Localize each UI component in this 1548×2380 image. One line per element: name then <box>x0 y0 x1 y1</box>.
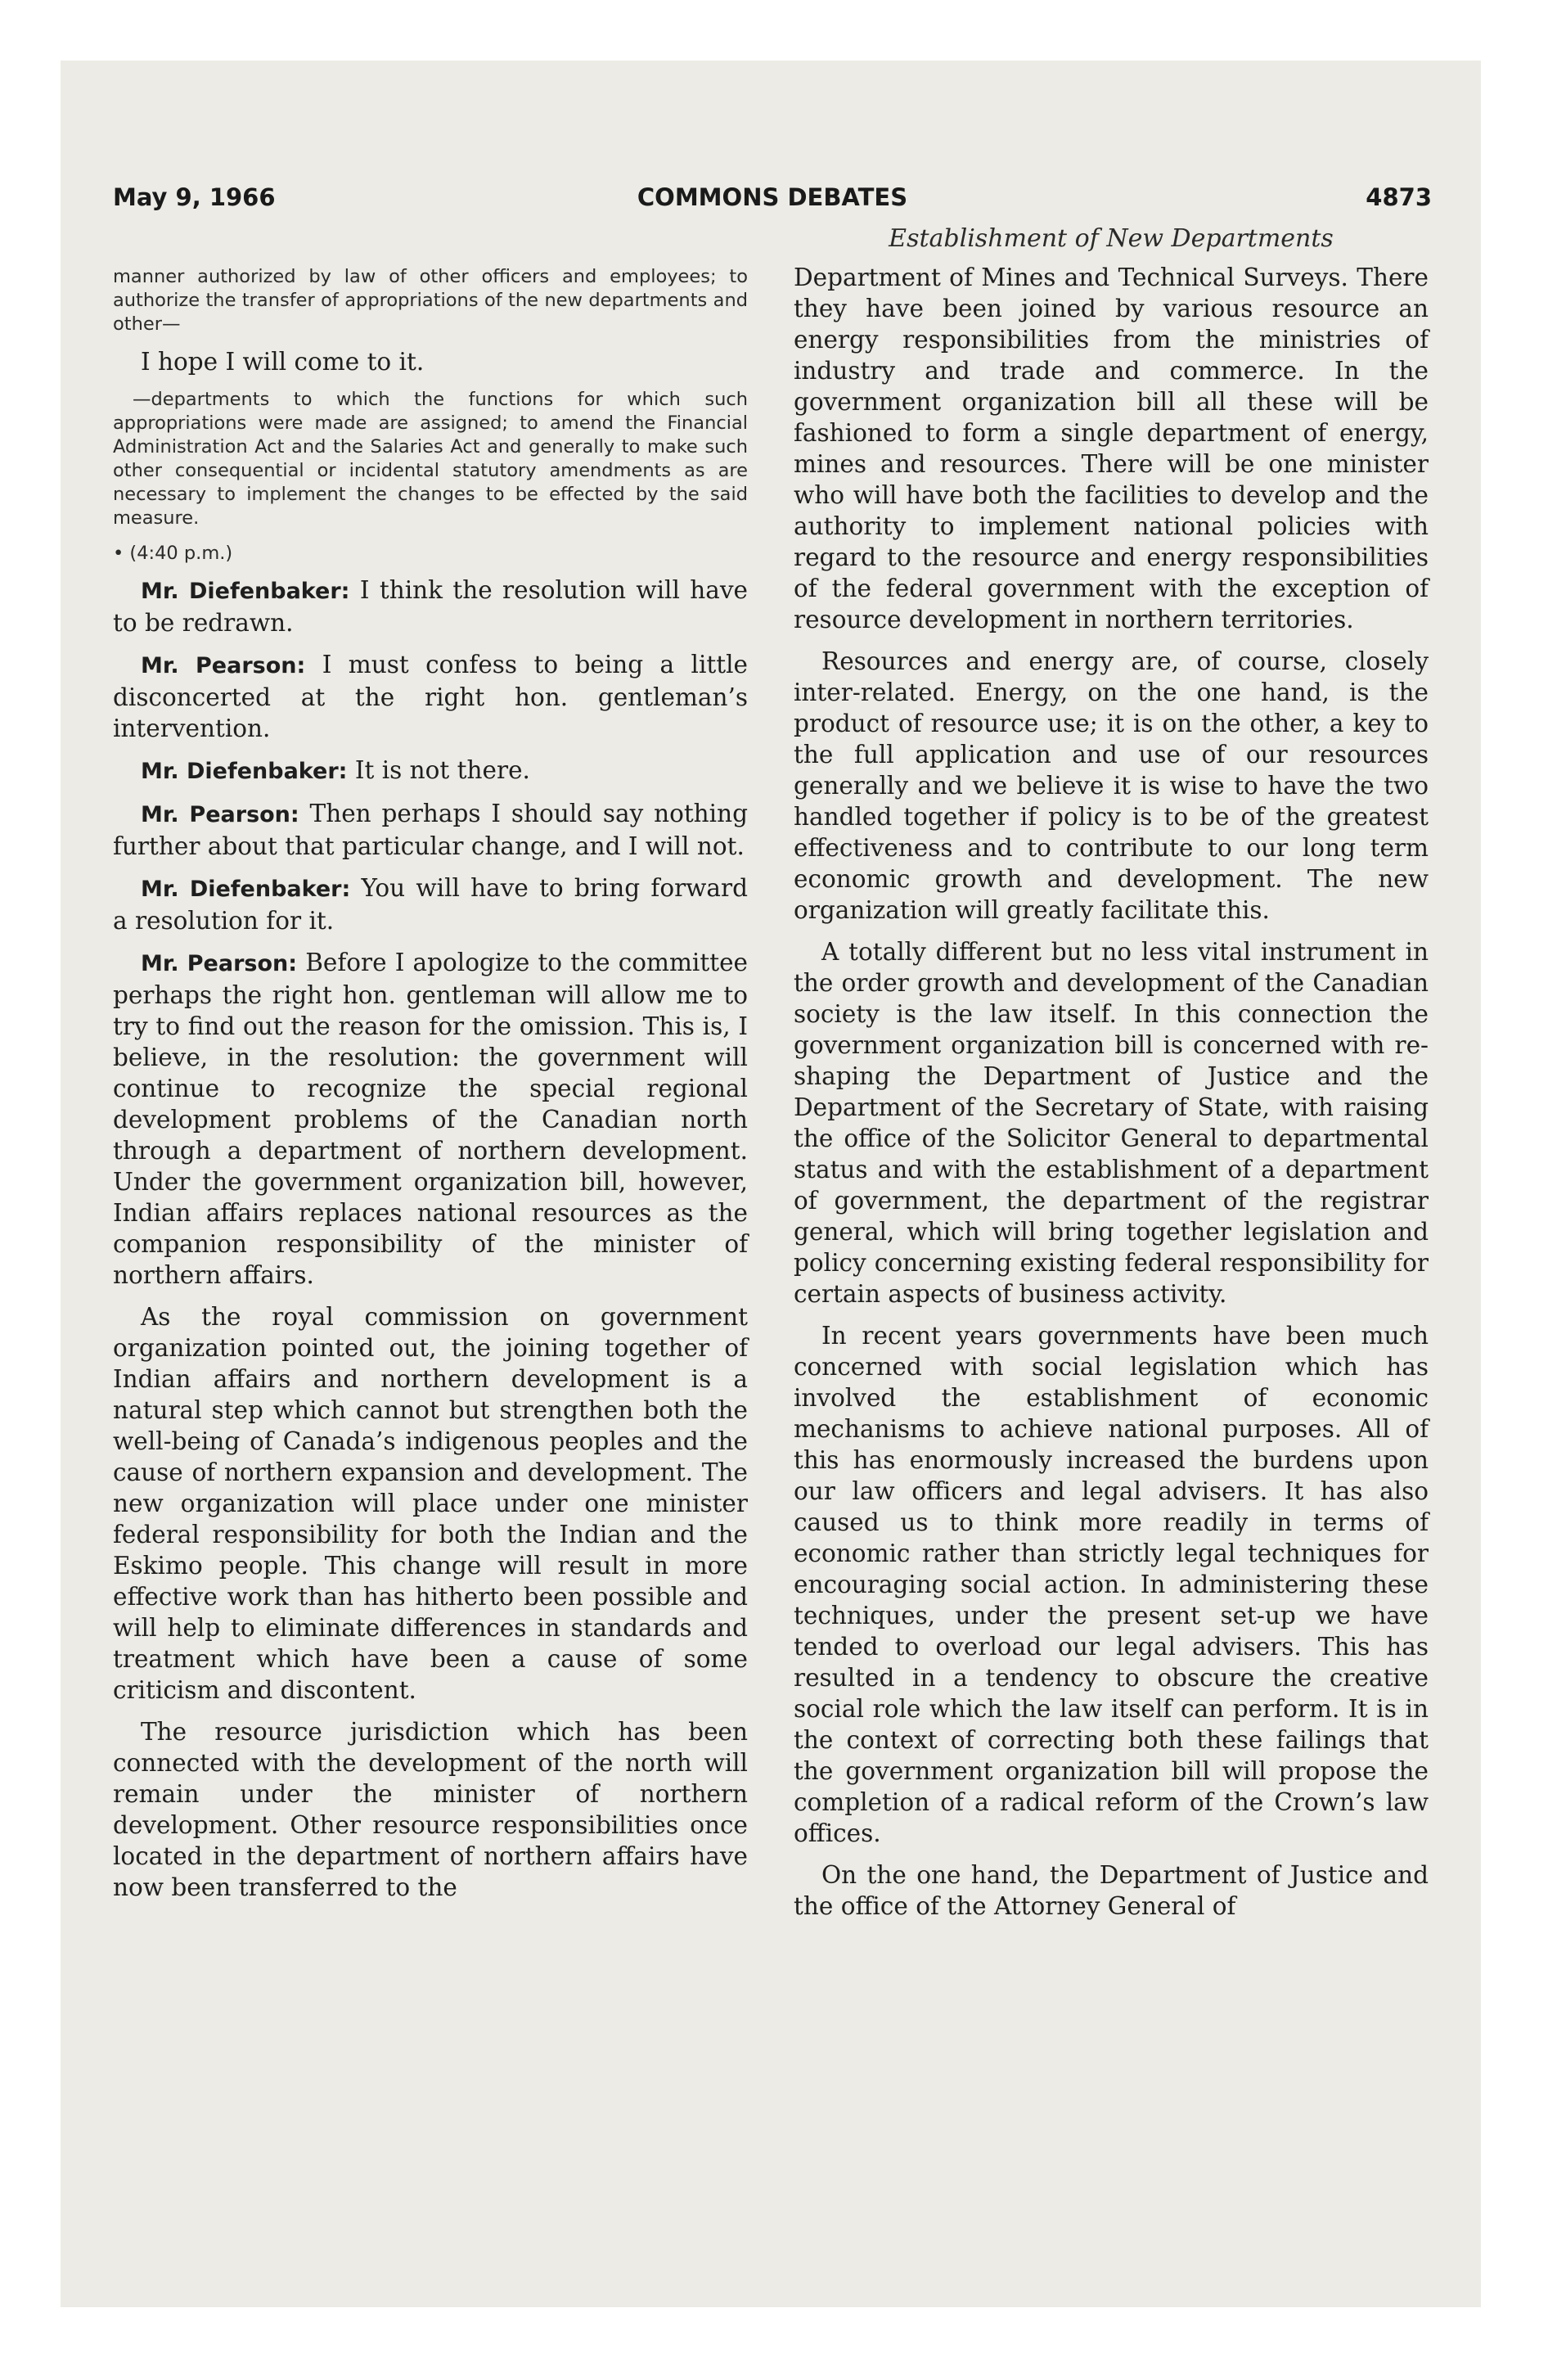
speech-text: It is not there. <box>347 756 530 784</box>
speech-text: I must confess to being a little disconcerted at the right hon. gentleman’s intervention. <box>113 651 749 742</box>
right-column <box>794 262 1429 1932</box>
speaker-aside: I hope I will come to it. <box>141 348 425 376</box>
body-paragraph: The resource jurisdiction which has been connected with the development of the north will remain under the minister of northern development. Other resource responsibilities once located in the department of northern affairs have now been transferred to the <box>113 1718 748 1901</box>
time-stamp: • (4:40 p.m.) <box>113 543 233 564</box>
header-date: May 9, 1966 <box>113 183 276 211</box>
speech-paragraph <box>113 798 748 862</box>
speech-paragraph <box>113 947 748 1291</box>
page-header <box>113 183 1432 224</box>
quoted-resolution-text: manner authorized by law of other officers and employees; to authorize the transfer of appropriations of the new departments and other— <box>113 266 748 335</box>
speech-paragraph <box>113 872 748 936</box>
body-paragraph: As the royal commission on government organization pointed out, the joining together of Indian affairs and northern development is a natural step which cannot but strengthen both the well-being of Canada’s indigenous peoples and the cause of northern expansion and development. The new organization will place under one minister federal responsibility for both the Indian and the Eskimo people. This change will result in more effective work than has hitherto been possible and will help to eliminate differences in standards and treatment which have been a cause of some criticism and discontent. <box>113 1303 748 1704</box>
running-subtitle: Establishment of New Departments <box>889 224 1334 253</box>
header-page-number: 4873 <box>1366 183 1432 211</box>
speaker-name: Mr. Pearson: <box>141 802 299 827</box>
body-paragraph: On the one hand, the Department of Justice and the office of the Attorney General of <box>794 1861 1429 1920</box>
speech-paragraph <box>113 575 748 638</box>
speech-text: I think the resolution will have to be redrawn. <box>113 576 749 637</box>
speaker-name: Mr. Pearson: <box>141 653 306 678</box>
body-paragraph: A totally different but no less vital instrument in the order growth and development of the Canadian society is the law itself. In this connection the government organization bill is concerned with re-shaping the Department of Justice and the Department of the Secretary of State, with raising the office of the Solicitor General to departmental status and with the establishment of a department of government, the department of the registrar general, which will bring together legislation and policy concerning existing federal responsibility for certain aspects of business activity. <box>794 938 1429 1308</box>
speech-text: You will have to bring forward a resolution for it. <box>113 874 749 935</box>
speaker-name: Mr. Diefenbaker: <box>141 877 351 902</box>
left-column <box>113 265 748 1913</box>
quoted-resolution-text: —departments to which the functions for which such appropriations were made are assigned; to amend the Financial Administration Act and the Salaries Act and generally to make such other consequential or incidental statutory amendments as are necessary to implement the changes to be effected by the said measure. <box>113 389 748 529</box>
speaker-name: Mr. Diefenbaker: <box>141 759 348 784</box>
speaker-name: Mr. Diefenbaker: <box>141 579 350 604</box>
speech-paragraph <box>113 755 748 787</box>
speaker-name: Mr. Pearson: <box>141 951 298 976</box>
body-paragraph: Resources and energy are, of course, closely inter-related. Energy, on the one hand, is the product of resource use; it is on the other, a key to the full application and use of our resources generally and we believe it is wise to have the two handled together if policy is to be of the greatest effectiveness and to contribute to our long term economic growth and development. The new organization will greatly facilitate this. <box>794 647 1429 924</box>
speech-text: Then perhaps I should say nothing further about that particular change, and I will not. <box>113 800 749 860</box>
body-paragraph: In recent years governments have been much concerned with social legislation which has involved the establishment of economic mechanisms to achieve national purposes. All of this has enormously increased the burdens upon our law officers and legal advisers. It has also caused us to think more readily in terms of economic rather than strictly legal techniques for encouraging social action. In administering these techniques, under the present set-up we have tended to overload our legal advisers. This has resulted in a tendency to obscure the creative social role which the law itself can perform. It is in the context of correcting both these failings that the government organization bill will propose the completion of a radical reform of the Crown’s law offices. <box>794 1322 1429 1847</box>
body-paragraph: Department of Mines and Technical Surveys. There they have been joined by various resource an energy responsibilities from the ministries of industry and trade and commerce. In the government organization bill all these will be fashioned to form a single department of energy, mines and resources. There will be one minister who will have both the facilities to develop and the authority to implement national policies with regard to the resource and energy responsibilities of the federal government with the exception of resource development in northern territories. <box>794 264 1429 633</box>
speech-paragraph <box>113 649 748 744</box>
header-publication: COMMONS DEBATES <box>637 183 908 211</box>
speech-text: Before I apologize to the committee perhaps the right hon. gentleman will allow me to try to find out the reason for the omission. This is, I believe, in the resolution: the government will continue to recognize the special regional development problems of the Canadian north through a department of northern development. Under the government organization bill, however, Indian affairs replaces national resources as the companion responsibility of the minister of northern affairs. <box>113 949 748 1289</box>
document-page <box>61 61 1481 2307</box>
